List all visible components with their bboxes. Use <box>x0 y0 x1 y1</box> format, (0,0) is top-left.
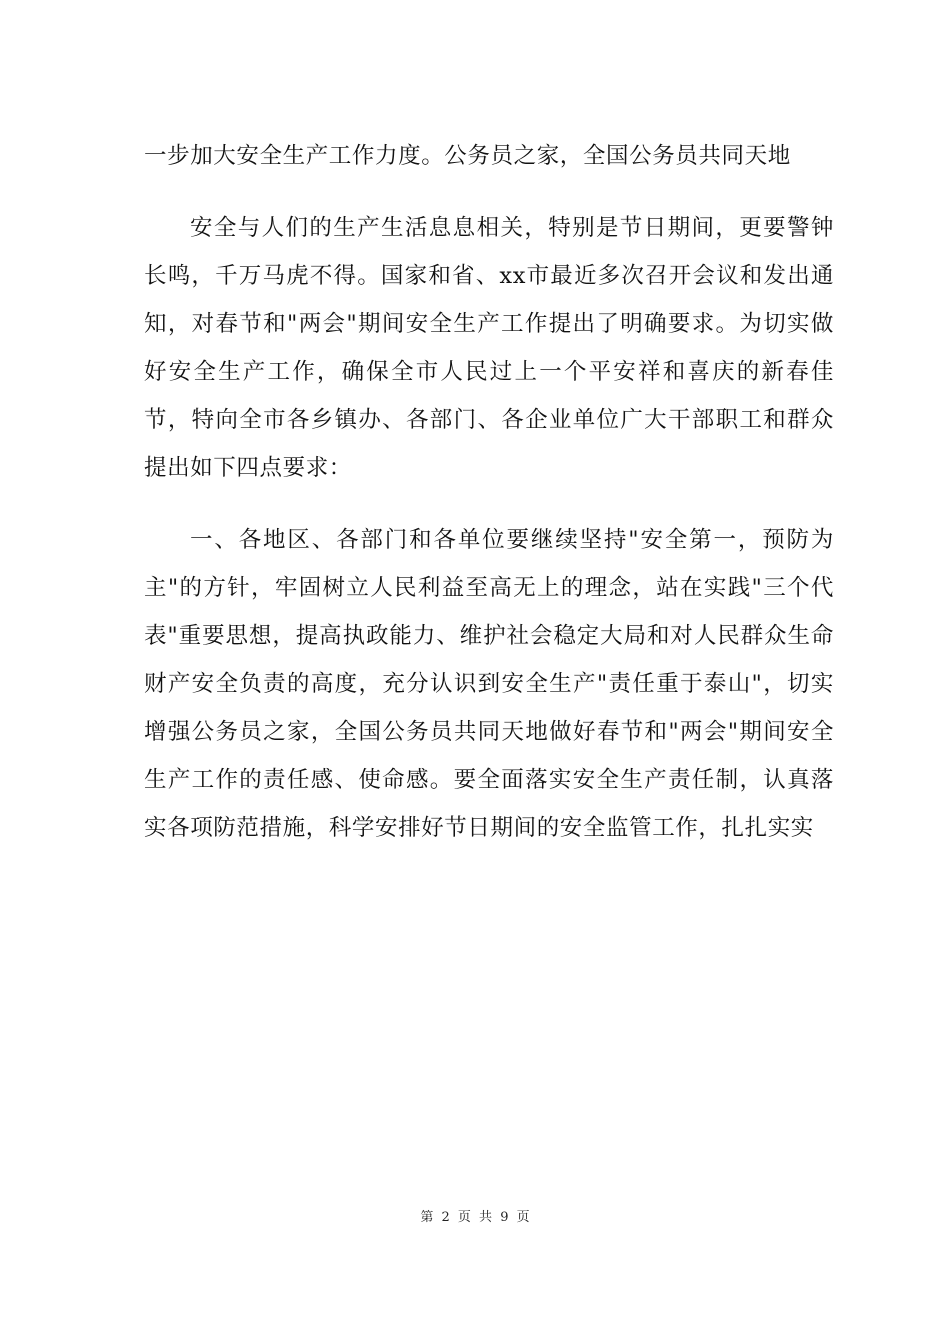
paragraph-continuation: 一步加大安全生产工作力度。公务员之家，全国公务员共同天地 <box>144 143 791 169</box>
document-body <box>144 132 834 876</box>
paragraph-safety-intro: 安全与人们的生产生活息息相关，特别是节日期间，更要警钟长鸣，千万马虎不得。国家和省、xx市最近多次召开会议和发出通知，对春节和"两会"期间安全生产工作提出了明确要求。为切实做好安全生产工作，确保全市人民过上一个平安祥和喜庆的新春佳节，特向全市各乡镇办、各部门、各企业单位广大干部职工和群众提出如下四点要求： <box>144 215 834 481</box>
paragraph-requirement-one: 一、各地区、各部门和各单位要继续坚持"安全第一，预防为主"的方针，牢固树立人民利益至高无上的理念，站在实践"三个代表"重要思想，提高执政能力、维护社会稳定大局和对人民群众生命财产安全负责的高度，充分认识到安全生产"责任重于泰山"，切实增强公务员之家，全国公务员共同天地做好春节和"两会"期间安全生产工作的责任感、使命感。要全面落实安全生产责任制，认真落实各项防范措施，科学安排好节日期间的安全监管工作，扎扎实实 <box>144 527 834 841</box>
page-number-footer: 第 2 页 共 9 页 <box>420 1210 530 1225</box>
